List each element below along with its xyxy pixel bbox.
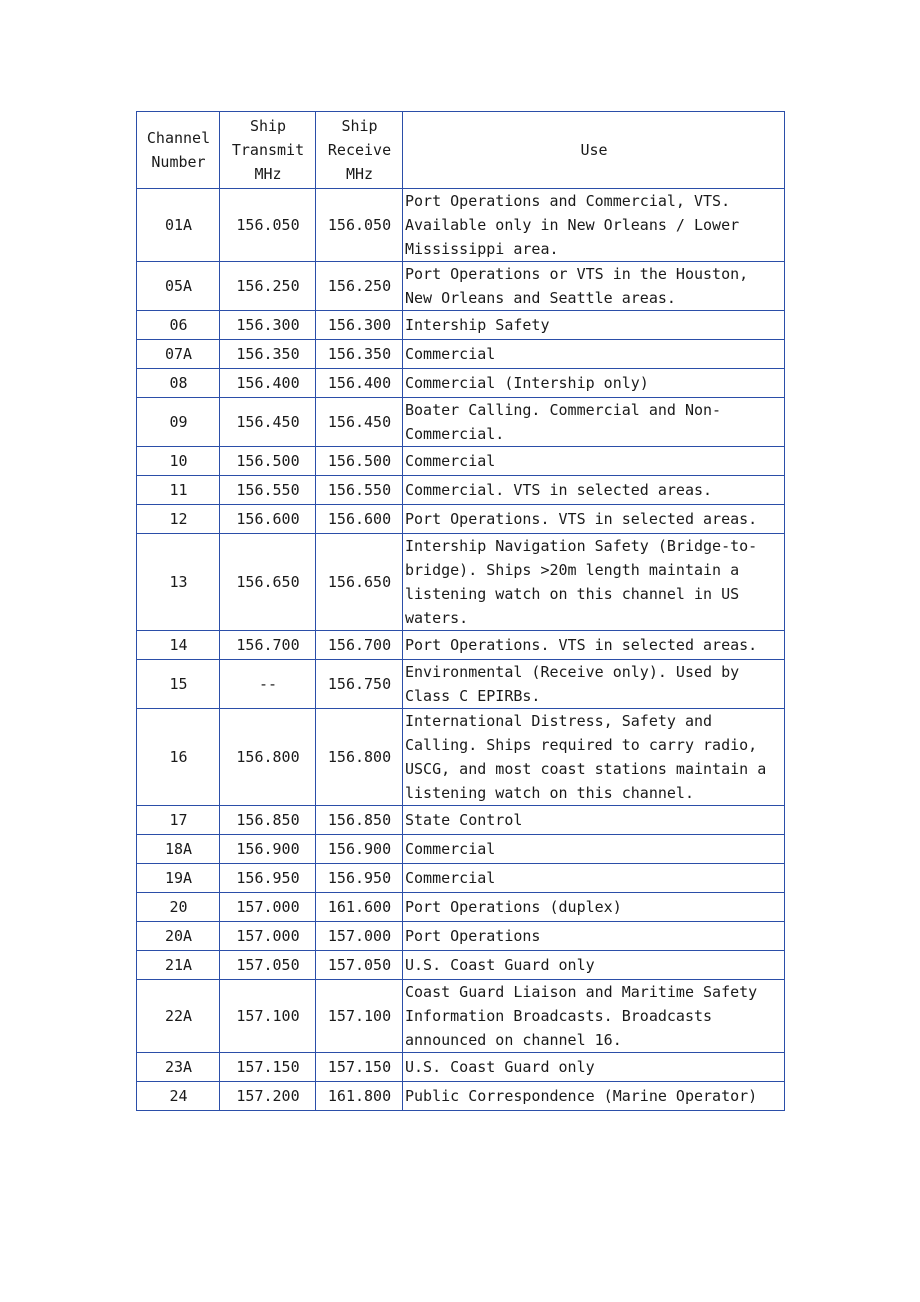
use-description-cell: Port Operations (duplex)	[403, 893, 785, 922]
use-description-cell: Commercial	[403, 340, 785, 369]
use-description-cell: Commercial	[403, 447, 785, 476]
transmit-frequency-cell: 156.050	[220, 189, 316, 262]
receive-frequency-cell: 156.950	[316, 864, 403, 893]
vhf-channel-table	[136, 111, 785, 1111]
receive-frequency-cell: 156.800	[316, 709, 403, 806]
transmit-frequency-cell: 157.150	[220, 1053, 316, 1082]
receive-frequency-cell: 156.300	[316, 311, 403, 340]
use-description-cell: Coast Guard Liaison and Maritime Safety Information Broadcasts. Broadcasts announced on channel 16.	[403, 980, 785, 1053]
receive-frequency-cell: 156.250	[316, 262, 403, 311]
channel-number-cell: 06	[137, 311, 220, 340]
channel-number-cell: 10	[137, 447, 220, 476]
transmit-frequency-cell: 156.700	[220, 631, 316, 660]
transmit-frequency-cell: 156.650	[220, 534, 316, 631]
channel-number-cell: 18A	[137, 835, 220, 864]
use-description-cell: Public Correspondence (Marine Operator)	[403, 1082, 785, 1111]
use-description-cell: U.S. Coast Guard only	[403, 1053, 785, 1082]
table-row	[137, 980, 785, 1053]
receive-frequency-cell: 156.900	[316, 835, 403, 864]
channel-number-cell: 14	[137, 631, 220, 660]
use-description-cell: International Distress, Safety and Calling. Ships required to carry radio, USCG, and most coast stations maintain a listening watch on this channel.	[403, 709, 785, 806]
receive-frequency-cell: 156.600	[316, 505, 403, 534]
use-description-cell: U.S. Coast Guard only	[403, 951, 785, 980]
table-row	[137, 835, 785, 864]
table-row	[137, 631, 785, 660]
transmit-frequency-cell: 156.350	[220, 340, 316, 369]
table-row	[137, 447, 785, 476]
transmit-frequency-cell: 156.550	[220, 476, 316, 505]
use-description-cell: Port Operations	[403, 922, 785, 951]
receive-frequency-cell: 156.050	[316, 189, 403, 262]
use-description-cell: Commercial	[403, 864, 785, 893]
table-row	[137, 1082, 785, 1111]
receive-frequency-cell: 156.450	[316, 398, 403, 447]
receive-frequency-cell: 156.550	[316, 476, 403, 505]
receive-frequency-cell: 156.700	[316, 631, 403, 660]
table-row	[137, 369, 785, 398]
transmit-frequency-cell: 156.400	[220, 369, 316, 398]
use-description-cell: Commercial. VTS in selected areas.	[403, 476, 785, 505]
channel-number-cell: 12	[137, 505, 220, 534]
receive-frequency-cell: 156.500	[316, 447, 403, 476]
channel-number-cell: 17	[137, 806, 220, 835]
use-description-cell: State Control	[403, 806, 785, 835]
receive-frequency-cell: 156.850	[316, 806, 403, 835]
use-description-cell: Boater Calling. Commercial and Non-Commercial.	[403, 398, 785, 447]
table-row	[137, 709, 785, 806]
receive-frequency-cell: 157.000	[316, 922, 403, 951]
receive-frequency-cell: 157.050	[316, 951, 403, 980]
use-description-cell: Intership Safety	[403, 311, 785, 340]
channel-number-cell: 19A	[137, 864, 220, 893]
use-description-cell: Port Operations or VTS in the Houston, New Orleans and Seattle areas.	[403, 262, 785, 311]
channel-number-cell: 23A	[137, 1053, 220, 1082]
channel-number-cell: 08	[137, 369, 220, 398]
use-description-cell: Intership Navigation Safety (Bridge-to-bridge). Ships >20m length maintain a listening watch on this channel in US waters.	[403, 534, 785, 631]
transmit-frequency-cell: 156.500	[220, 447, 316, 476]
receive-frequency-cell: 156.750	[316, 660, 403, 709]
channel-number-cell: 09	[137, 398, 220, 447]
transmit-frequency-cell: 156.450	[220, 398, 316, 447]
receive-frequency-cell: 157.150	[316, 1053, 403, 1082]
table-row	[137, 660, 785, 709]
transmit-frequency-cell: 157.050	[220, 951, 316, 980]
channel-number-cell: 22A	[137, 980, 220, 1053]
receive-frequency-cell: 156.350	[316, 340, 403, 369]
table-row	[137, 262, 785, 311]
receive-frequency-cell: 157.100	[316, 980, 403, 1053]
channel-number-cell: 21A	[137, 951, 220, 980]
transmit-frequency-cell: 156.300	[220, 311, 316, 340]
channel-number-cell: 05A	[137, 262, 220, 311]
table-row	[137, 806, 785, 835]
table-row	[137, 398, 785, 447]
table-row	[137, 1053, 785, 1082]
table-row	[137, 189, 785, 262]
header-channel-number: Channel Number	[137, 112, 220, 189]
table-row	[137, 476, 785, 505]
use-description-cell: Port Operations. VTS in selected areas.	[403, 505, 785, 534]
transmit-frequency-cell: 156.850	[220, 806, 316, 835]
transmit-frequency-cell: 156.950	[220, 864, 316, 893]
channel-number-cell: 20	[137, 893, 220, 922]
channel-number-cell: 15	[137, 660, 220, 709]
table-row	[137, 505, 785, 534]
transmit-frequency-cell: 156.800	[220, 709, 316, 806]
table-row	[137, 534, 785, 631]
transmit-frequency-cell: 157.100	[220, 980, 316, 1053]
header-row	[137, 112, 785, 189]
transmit-frequency-cell: 157.000	[220, 893, 316, 922]
header-ship-transmit: Ship Transmit MHz	[220, 112, 316, 189]
transmit-frequency-cell: 156.900	[220, 835, 316, 864]
receive-frequency-cell: 156.400	[316, 369, 403, 398]
use-description-cell: Port Operations. VTS in selected areas.	[403, 631, 785, 660]
receive-frequency-cell: 156.650	[316, 534, 403, 631]
channel-number-cell: 13	[137, 534, 220, 631]
table-row	[137, 864, 785, 893]
receive-frequency-cell: 161.600	[316, 893, 403, 922]
transmit-frequency-cell: 156.250	[220, 262, 316, 311]
table-row	[137, 311, 785, 340]
channel-number-cell: 07A	[137, 340, 220, 369]
table-row	[137, 922, 785, 951]
use-description-cell: Environmental (Receive only). Used by Class C EPIRBs.	[403, 660, 785, 709]
use-description-cell: Port Operations and Commercial, VTS. Available only in New Orleans / Lower Mississippi area.	[403, 189, 785, 262]
header-use: Use	[403, 112, 785, 189]
transmit-frequency-cell: 157.000	[220, 922, 316, 951]
channel-number-cell: 11	[137, 476, 220, 505]
channel-number-cell: 20A	[137, 922, 220, 951]
header-ship-receive: Ship Receive MHz	[316, 112, 403, 189]
transmit-frequency-cell: 157.200	[220, 1082, 316, 1111]
table-row	[137, 340, 785, 369]
table-row	[137, 951, 785, 980]
channel-number-cell: 24	[137, 1082, 220, 1111]
transmit-frequency-cell: 156.600	[220, 505, 316, 534]
table-row	[137, 893, 785, 922]
receive-frequency-cell: 161.800	[316, 1082, 403, 1111]
channel-number-cell: 16	[137, 709, 220, 806]
use-description-cell: Commercial	[403, 835, 785, 864]
use-description-cell: Commercial (Intership only)	[403, 369, 785, 398]
channel-number-cell: 01A	[137, 189, 220, 262]
transmit-frequency-cell: --	[220, 660, 316, 709]
